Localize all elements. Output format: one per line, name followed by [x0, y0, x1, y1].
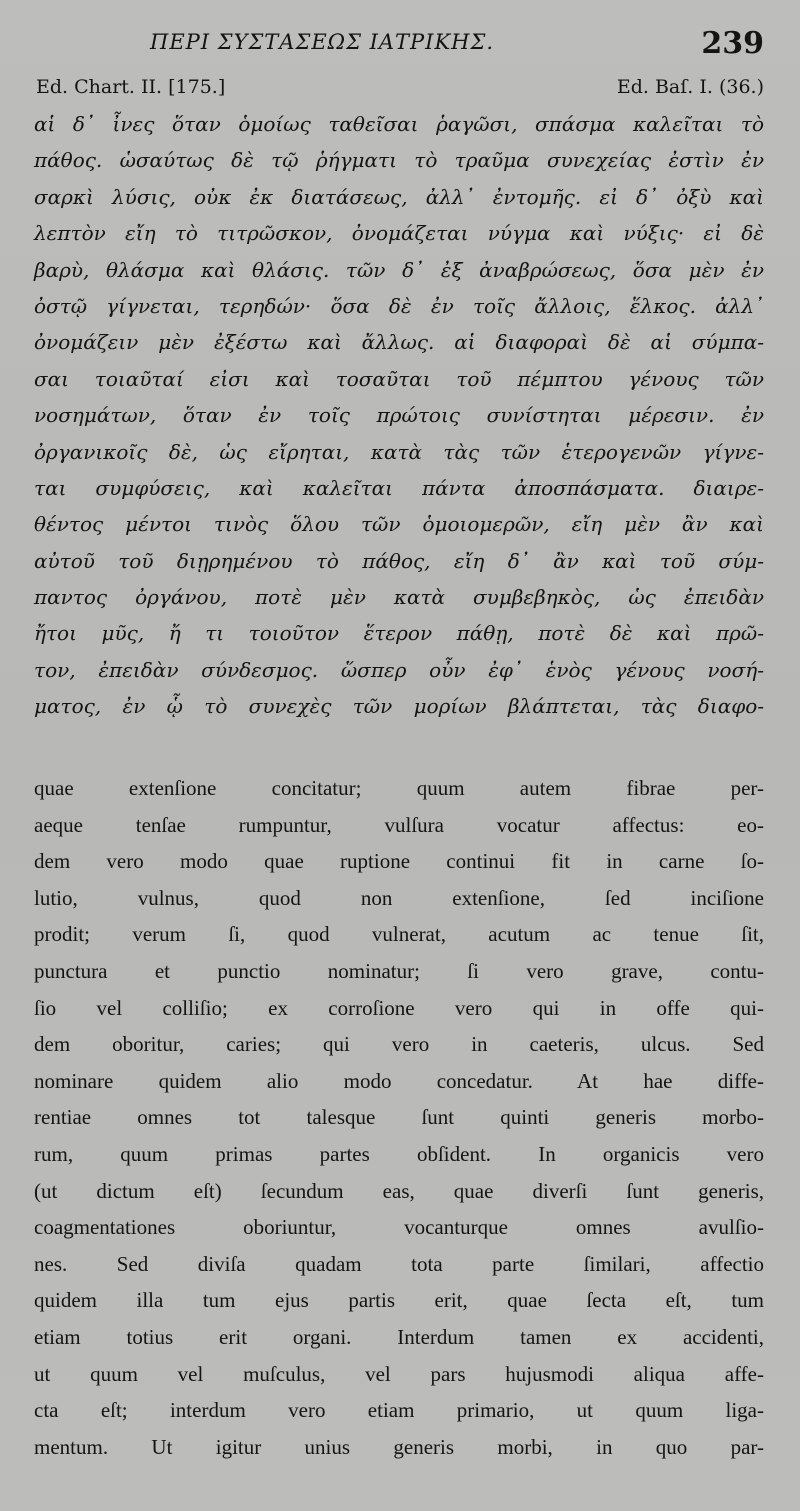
running-title: ΠΕΡΙ ΣΥΣΤΑΣΕΩΣ ΙΑΤΡΙΚΗΣ.	[150, 30, 495, 54]
latin-text-line: quae extenſione concitatur; quum autem fibrae per-	[34, 776, 764, 800]
page-number: 239	[701, 26, 764, 61]
greek-text-line: πάθος. ὡσαύτως δὲ τῷ ῥήγματι τὸ τραῦμα συνεχείας ἐστὶν ἐν	[34, 148, 764, 173]
latin-text-line: lutio, vulnus, quod non extenſione, ſed inciſione	[34, 885, 764, 910]
latin-text-line: punctura et punctio nominatur; ſi vero grave, contu-	[34, 958, 764, 983]
latin-text-line: nes. Sed diviſa quadam tota parte ſimilari, affectio	[34, 1251, 764, 1276]
greek-text-line: βαρὺ, θλάσμα καὶ θλάσις. τῶν δ᾽ ἐξ ἀναβρώσεως, ὅσα μὲν ἐν	[34, 257, 764, 282]
latin-text-line: dem oboritur, caries; qui vero in caeteris, ulcus. Sed	[34, 1032, 764, 1057]
latin-text-line: prodit; verum ſi, quod vulnerat, acutum ac tenue ſit,	[34, 922, 764, 947]
latin-text-line: (ut dictum eſt) ſecundum eas, quae diverſi ſunt generis,	[34, 1178, 764, 1203]
latin-text-line: quidem illa tum ejus partis erit, quae ſecta eſt, tum	[34, 1288, 764, 1313]
latin-text-line: ſio vel colliſio; ex corroſione vero qui in offe qui-	[34, 995, 764, 1020]
greek-text-line: ὀνομάζειν μὲν ἐξέστω καὶ ἄλλως. αἱ διαφοραὶ δὲ αἱ σύμπα-	[34, 330, 764, 355]
greek-text-line: τον, ἐπειδὰν σύνδεσμος. ὥσπερ οὖν ἐφ᾽ ἑνὸς γένους νοσή-	[34, 657, 764, 682]
greek-text-line: σαι τοιαῦταί εἰσι καὶ τοσαῦται τοῦ πέμπτου γένους τῶν	[34, 366, 764, 391]
latin-text-block	[34, 770, 764, 1465]
latin-text-line: mentum. Ut igitur unius generis morbi, in quo par-	[34, 1434, 764, 1459]
greek-text-line: ὀργανικοῖς δὲ, ὡς εἴρηται, κατὰ τὰς τῶν ἑτερογενῶν γίγνε-	[34, 439, 764, 464]
greek-text-line: νοσημάτων, ὅταν ἐν τοῖς πρώτοις συνίστηται μέρεσιν. ἐν	[34, 403, 764, 428]
latin-text-line: ut quum vel muſculus, vel pars hujusmodi aliqua affe-	[34, 1361, 764, 1386]
greek-text-line: σαρκὶ λύσις, οὐκ ἐκ διατάσεως, ἀλλ᾽ ἐντομῆς. εἰ δ᾽ ὀξὺ καὶ	[34, 184, 764, 209]
latin-text-line: etiam totius erit organi. Interdum tamen ex accidenti,	[34, 1324, 764, 1349]
greek-text-line: λεπτὸν εἴη τὸ τιτρῶσκον, ὀνομάζεται νύγμα καὶ νύξις· εἰ δὲ	[34, 221, 764, 246]
greek-text-line: ὀστῷ γίγνεται, τερηδών· ὅσα δὲ ἐν τοῖς ἄλλοις, ἕλκος. ἀλλ᾽	[34, 293, 764, 318]
edition-reference-left: Ed. Chart. II. [175.]	[36, 76, 226, 98]
latin-text-line: cta eſt; interdum vero etiam primario, ut quum liga-	[34, 1398, 764, 1423]
greek-text-block	[34, 106, 764, 725]
greek-text-line: ται συμφύσεις, καὶ καλεῖται πάντα ἀποσπάσματα. διαιρε-	[34, 475, 764, 500]
latin-text-line: nominare quidem alio modo concedatur. At hae diffe-	[34, 1068, 764, 1093]
greek-text-line: παντος ὀργάνου, ποτὲ μὲν κατὰ συμβεβηκὸς, ὡς ἐπειδὰν	[34, 585, 764, 610]
greek-text-line: αὐτοῦ τοῦ διῃρημένου τὸ πάθος, εἴη δ᾽ ἂν καὶ τοῦ σύμ-	[34, 548, 764, 573]
edition-reference-right: Ed. Baſ. I. (36.)	[616, 76, 764, 98]
greek-text-line: ματος, ἐν ᾧ τὸ συνεχὲς τῶν μορίων βλάπτεται, τὰς διαφο-	[34, 694, 764, 719]
latin-text-line: rentiae omnes tot talesque ſunt quinti generis morbo-	[34, 1105, 764, 1130]
latin-text-line: coagmentationes oboriuntur, vocanturque omnes avulſio-	[34, 1215, 764, 1240]
greek-text-line: αἱ δ᾽ ἶνες ὅταν ὁμοίως ταθεῖσαι ῥαγῶσι, σπάσμα καλεῖται τὸ	[34, 112, 764, 136]
latin-text-line: rum, quum primas partes obſident. In organicis vero	[34, 1141, 764, 1166]
greek-text-line: θέντος μέντοι τινὸς ὅλου τῶν ὁμοιομερῶν, εἴη μὲν ἂν καὶ	[34, 512, 764, 537]
latin-text-line: aeque tenſae rumpuntur, vulſura vocatur affectus: eo-	[34, 812, 764, 837]
latin-text-line: dem vero modo quae ruptione continui fit in carne ſo-	[34, 849, 764, 874]
greek-text-line: ἤτοι μῦς, ἤ τι τοιοῦτον ἕτερον πάθῃ, ποτὲ δὲ καὶ πρῶ-	[34, 621, 764, 646]
